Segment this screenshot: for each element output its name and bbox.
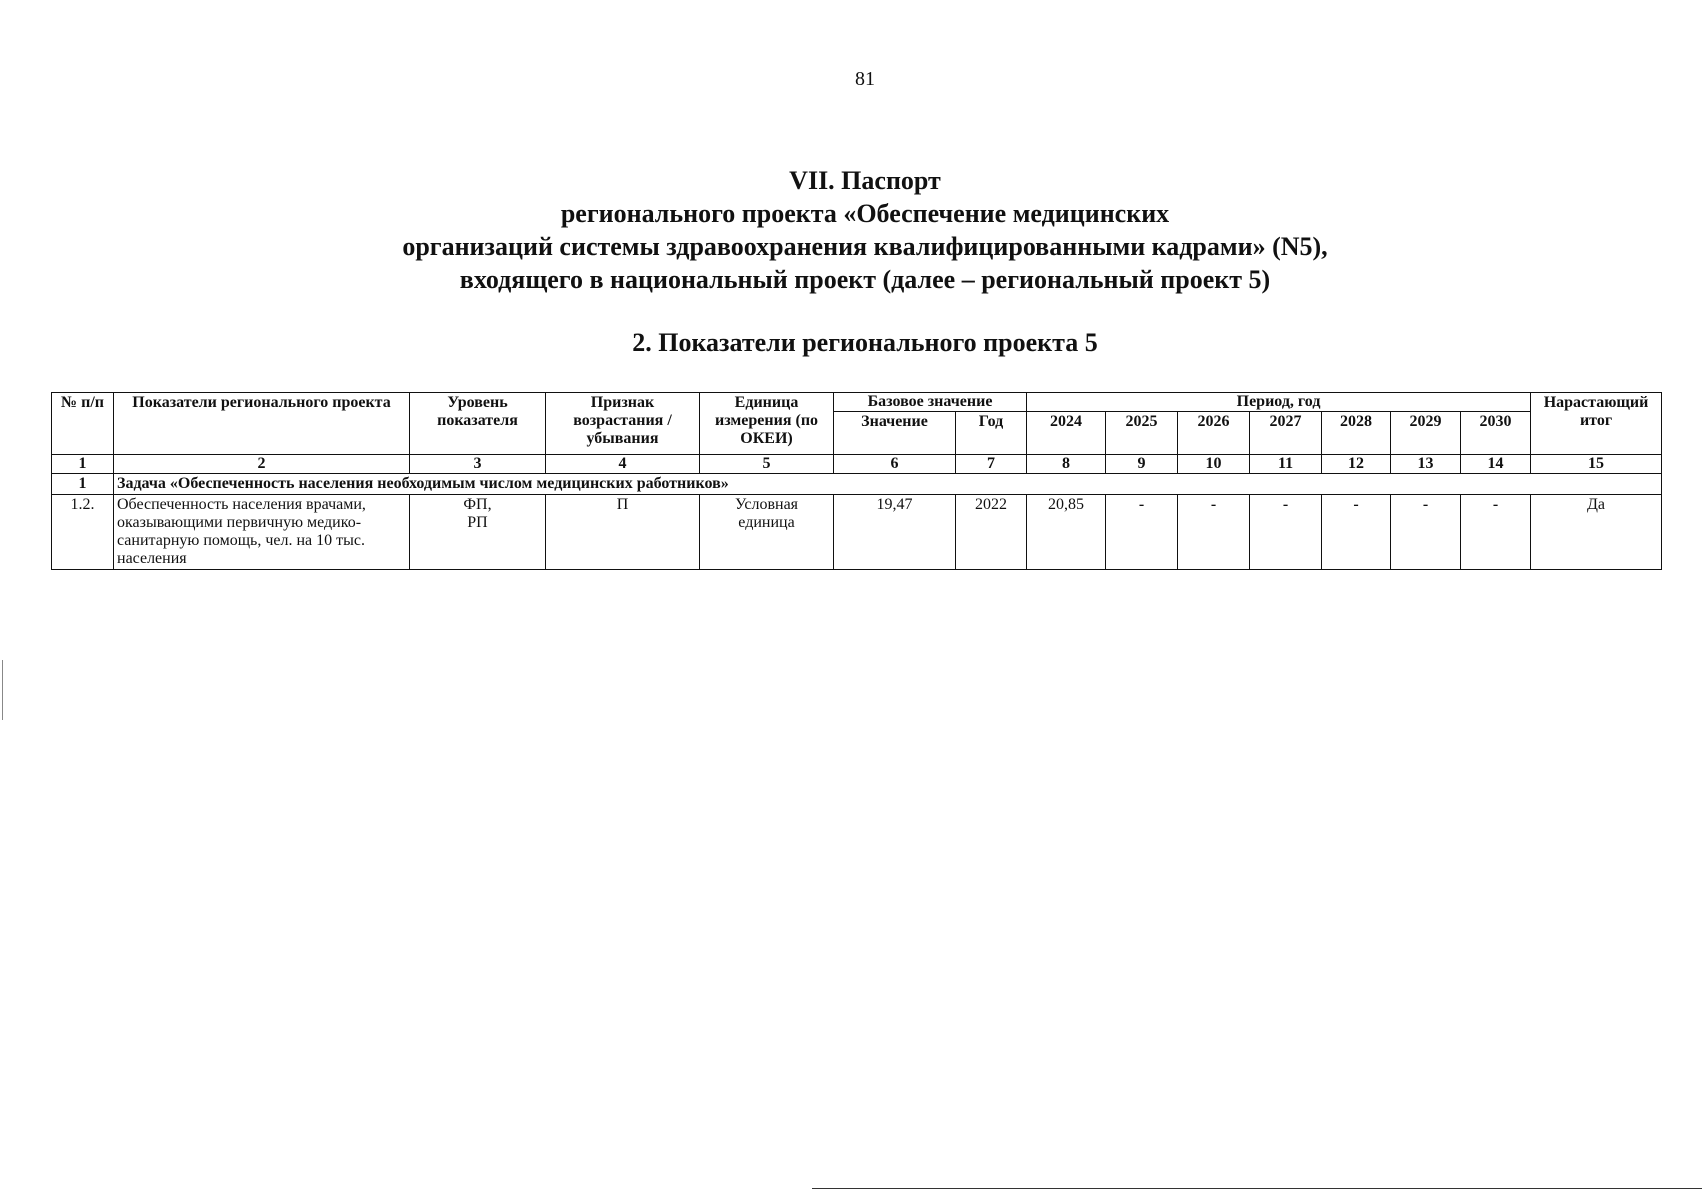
header-year-2024: 2024 xyxy=(1027,412,1106,455)
header-year-2030: 2030 xyxy=(1461,412,1531,455)
column-number: 2 xyxy=(114,455,410,474)
row-value-2027: - xyxy=(1250,495,1322,570)
title-line-2: регионального проекта «Обеспечение медицинских xyxy=(560,199,1170,228)
row-base-value: 19,47 xyxy=(834,495,956,570)
row-value-2029: - xyxy=(1391,495,1461,570)
header-base-year: Год xyxy=(956,412,1027,455)
header-year-2027: 2027 xyxy=(1250,412,1322,455)
page-number: 81 xyxy=(855,68,875,90)
column-number: 13 xyxy=(1391,455,1461,474)
header-period: Период, год xyxy=(1027,393,1531,412)
section-title: 2. Показатели регионального проекта 5 xyxy=(632,328,1098,357)
column-number: 15 xyxy=(1531,455,1662,474)
document-title xyxy=(0,164,1703,296)
row-level xyxy=(410,495,546,570)
header-year-2026: 2026 xyxy=(1178,412,1250,455)
row-value-2024: 20,85 xyxy=(1027,495,1106,570)
title-line-4: входящего в национальный проект (далее – региональный проект 5) xyxy=(459,265,1271,294)
column-number: 9 xyxy=(1106,455,1178,474)
row-value-2026: - xyxy=(1178,495,1250,570)
scan-edge-mark xyxy=(2,660,3,720)
column-number: 14 xyxy=(1461,455,1531,474)
task-num: 1 xyxy=(52,474,114,495)
column-number: 1 xyxy=(52,455,114,474)
row-base-year: 2022 xyxy=(956,495,1027,570)
column-number: 10 xyxy=(1178,455,1250,474)
table-row xyxy=(52,495,1662,570)
row-value-2028: - xyxy=(1322,495,1391,570)
header-base-value: Значение xyxy=(834,412,956,455)
header-year-2028: 2028 xyxy=(1322,412,1391,455)
column-number: 6 xyxy=(834,455,956,474)
header-year-2029: 2029 xyxy=(1391,412,1461,455)
column-number: 12 xyxy=(1322,455,1391,474)
row-indicator: Обеспеченность населения врачами, оказывающими первичную медико-санитарную помощь, чел. на 10 тыс. населения xyxy=(114,495,410,570)
task-name: Задача «Обеспеченность населения необходимым числом медицинских работников» xyxy=(114,474,1662,495)
column-number: 5 xyxy=(700,455,834,474)
header-num: № п/п xyxy=(52,393,114,455)
column-number: 7 xyxy=(956,455,1027,474)
header-row-1 xyxy=(52,393,1662,412)
header-sign: Признак возрастания / убывания xyxy=(546,393,700,455)
column-numbers-row xyxy=(52,455,1662,474)
indicators-table xyxy=(51,392,1662,570)
header-level: Уровень показателя xyxy=(410,393,546,455)
header-cumulative: Нарастающий итог xyxy=(1531,393,1662,455)
header-base: Базовое значение xyxy=(834,393,1027,412)
row-value-2030: - xyxy=(1461,495,1531,570)
column-number: 4 xyxy=(546,455,700,474)
column-number: 3 xyxy=(410,455,546,474)
scan-edge-line xyxy=(812,1188,1702,1189)
column-number: 11 xyxy=(1250,455,1322,474)
header-year-2025: 2025 xyxy=(1106,412,1178,455)
title-line-1: VII. Паспорт xyxy=(789,166,941,195)
row-sign: П xyxy=(546,495,700,570)
title-line-3: организаций системы здравоохранения квалифицированными кадрами» (N5), xyxy=(402,232,1328,261)
row-level-text: ФП, РП xyxy=(463,496,492,531)
header-indicator: Показатели регионального проекта xyxy=(114,393,410,455)
row-cumulative: Да xyxy=(1531,495,1662,570)
row-num: 1.2. xyxy=(52,495,114,570)
row-value-2025: - xyxy=(1106,495,1178,570)
column-number: 8 xyxy=(1027,455,1106,474)
row-unit xyxy=(700,495,834,570)
row-unit-text: Условная единица xyxy=(734,496,799,531)
task-row xyxy=(52,474,1662,495)
header-unit: Единица измерения (по ОКЕИ) xyxy=(700,393,834,455)
